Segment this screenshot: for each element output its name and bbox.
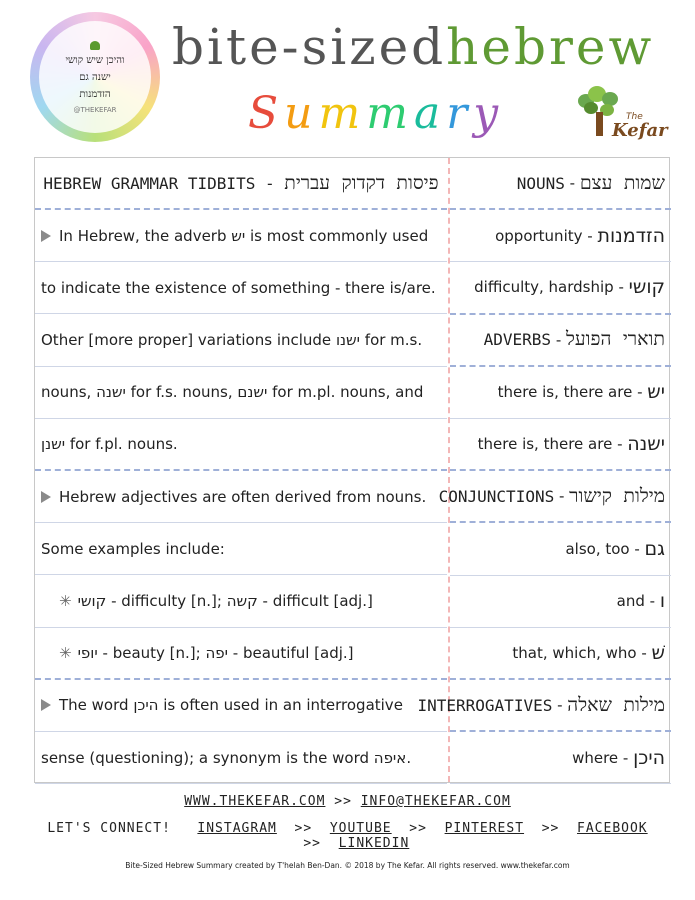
vocab-heading [450, 315, 671, 367]
vocab-heading-he: תוארי הפועל [566, 328, 665, 351]
grammar-row [35, 262, 447, 314]
subtitle-letter: y [473, 88, 505, 139]
social-line [0, 821, 695, 851]
grammar-heading [35, 158, 447, 210]
dash-separator: - [644, 592, 660, 611]
contact-line [0, 794, 695, 809]
vocab-row [450, 262, 671, 314]
vocab-hebrew: ישנה [627, 433, 665, 456]
subtitle-letter: a [413, 88, 447, 139]
dash-separator: - [564, 174, 580, 193]
summary-table [34, 157, 670, 783]
vocab-row [450, 210, 671, 262]
dash-separator: - [612, 435, 628, 454]
vocab-row [450, 367, 671, 419]
vocab-hebrew: שׁ [651, 641, 665, 664]
footer-separator [180, 821, 198, 836]
vocab-hebrew: הזדמנות [597, 224, 665, 247]
footer-separator: >> [334, 794, 352, 809]
grammar-row [35, 471, 447, 523]
dash-separator: - [636, 643, 652, 662]
badge-line-1: והיכן שיש קושי [65, 54, 125, 66]
vocab-english: also, too [565, 539, 630, 558]
vocab-english: opportunity [495, 226, 583, 245]
grammar-row-text: Hebrew adjectives are often derived from nouns. [59, 487, 427, 506]
dash-separator: - [618, 748, 634, 767]
kefar-logo[interactable] [576, 86, 668, 148]
vocab-heading-en: NOUNS [516, 173, 565, 193]
vocab-row [450, 576, 671, 628]
subtitle-letter: r [446, 88, 474, 139]
grammar-row [35, 680, 447, 732]
dash-separator: - [582, 226, 598, 245]
social-link-linkedin[interactable]: LINKEDIN [338, 836, 410, 851]
social-link-facebook[interactable]: FACEBOOK [577, 821, 648, 836]
footer-separator: >> [285, 836, 339, 851]
dash-separator: - [629, 539, 645, 558]
vocab-heading [450, 158, 671, 210]
social-link-instagram[interactable]: INSTAGRAM [197, 821, 277, 836]
footer-separator: >> [391, 821, 445, 836]
vocab-english: and [616, 592, 645, 611]
grammar-row [35, 575, 447, 627]
dash-separator: - [551, 330, 566, 349]
social-link-youtube[interactable]: YOUTUBE [329, 821, 392, 836]
vocab-english: there is, there are [477, 435, 613, 454]
vocab-heading [438, 471, 671, 523]
grammar-row [35, 523, 447, 575]
vocab-heading-en: ADVERBS [483, 330, 552, 350]
title-part-1: bite-sized [172, 18, 447, 76]
arrow-bullet-icon [41, 230, 51, 242]
vocab-english: that, which, who [512, 643, 637, 662]
grammar-heading-en: HEBREW GRAMMAR TIDBITS [43, 173, 256, 193]
dash-separator: - [613, 278, 629, 297]
subtitle-letter: m [318, 88, 367, 139]
vocab-english: difficulty, hardship [474, 278, 614, 297]
grammar-row-text: In Hebrew, the adverb יש is most commonly used [59, 226, 429, 245]
star-bullet-icon: ✳ [59, 591, 72, 610]
grammar-row-text: Some examples include: [41, 539, 225, 558]
subtitle-letter: u [284, 88, 319, 139]
website-link[interactable]: WWW.THEKEFAR.COM [184, 794, 326, 809]
vocab-hebrew: קושי [628, 276, 665, 299]
vocab-heading [417, 680, 671, 732]
social-link-pinterest[interactable]: PINTEREST [444, 821, 525, 836]
grammar-row [35, 314, 447, 366]
dash-separator: - [632, 383, 648, 402]
vocab-english: there is, there are [497, 383, 633, 402]
vocab-heading-en: CONJUNCTIONS [438, 486, 555, 506]
vocab-hebrew: ו [659, 590, 665, 613]
credit-line: Bite-Sized Hebrew Summary created by T'helah Ben-Dan. © 2018 by The Kefar. All rights reserved. www.thekefar.com [125, 861, 570, 870]
grammar-row-text: nouns, ישנה for f.s. nouns, ישנם for m.pl. nouns, and [41, 383, 424, 402]
grammar-row-text: Other [more proper] variations include ישנו for m.s. [41, 330, 423, 349]
footer-separator: >> [524, 821, 578, 836]
grammar-row [35, 732, 447, 784]
vocab-hebrew: היכן [633, 746, 665, 769]
page-footer [0, 790, 695, 870]
vocab-heading-he: מילות שאלה [567, 693, 665, 716]
vocab-heading-en: INTERROGATIVES [417, 695, 553, 715]
arrow-bullet-icon [41, 699, 51, 711]
subtitle-letter: m [366, 88, 414, 139]
arrow-bullet-icon [41, 491, 51, 503]
subtitle-letter: S [248, 88, 285, 139]
badge-handle: @THEKEFAR [73, 105, 117, 114]
vocabulary-column [417, 158, 671, 782]
grammar-row [35, 419, 447, 471]
vocab-row [450, 628, 671, 680]
vocab-hebrew: יש [647, 381, 665, 404]
grammar-column [35, 158, 447, 782]
grammar-row [35, 210, 447, 262]
star-bullet-icon: ✳ [59, 643, 72, 662]
logo-name: Kefar [612, 120, 668, 141]
vocab-row [450, 419, 671, 471]
grammar-row [35, 367, 447, 419]
grammar-row [35, 628, 447, 680]
vocab-row [450, 523, 671, 575]
quote-badge [30, 12, 160, 142]
vocab-hebrew: גם [644, 537, 665, 560]
grammar-row-text: The word היכן is often used in an interrogative [59, 696, 403, 715]
connect-label: LET'S CONNECT! [47, 821, 171, 836]
grammar-heading-sep: - [255, 173, 285, 193]
vocab-row [450, 732, 671, 784]
page-title [172, 18, 654, 76]
grammar-row-text: ישנן for f.pl. nouns. [41, 434, 178, 453]
grammar-heading-he: פיסות דקדוק עברית [284, 171, 439, 194]
vocab-heading-he: שמות עצם [579, 171, 665, 194]
vocab-heading-he: מילות קישור [569, 484, 665, 507]
vocab-english: where [572, 748, 619, 767]
dash-separator: - [554, 487, 570, 506]
page-header [0, 0, 695, 155]
title-part-2: hebrew [446, 18, 655, 76]
badge-line-3: הזדמנות [79, 88, 111, 100]
grammar-row-text: to indicate the existence of something - there is/are. [41, 278, 436, 297]
logo-the: The [626, 112, 643, 122]
grammar-row-text: קושי - difficulty [n.]; קשה - difficult [adj.] [77, 591, 373, 610]
badge-line-2: ישנה גם [79, 71, 111, 83]
tree-icon [90, 41, 100, 50]
footer-separator: >> [276, 821, 330, 836]
email-link[interactable]: INFO@THEKEFAR.COM [360, 794, 511, 809]
page-subtitle [248, 88, 504, 140]
grammar-row-text: sense (questioning); a synonym is the word איפה. [41, 748, 412, 767]
dash-separator: - [552, 696, 568, 715]
grammar-row-text: יופי - beauty [n.]; יפה - beautiful [adj.] [77, 643, 354, 662]
